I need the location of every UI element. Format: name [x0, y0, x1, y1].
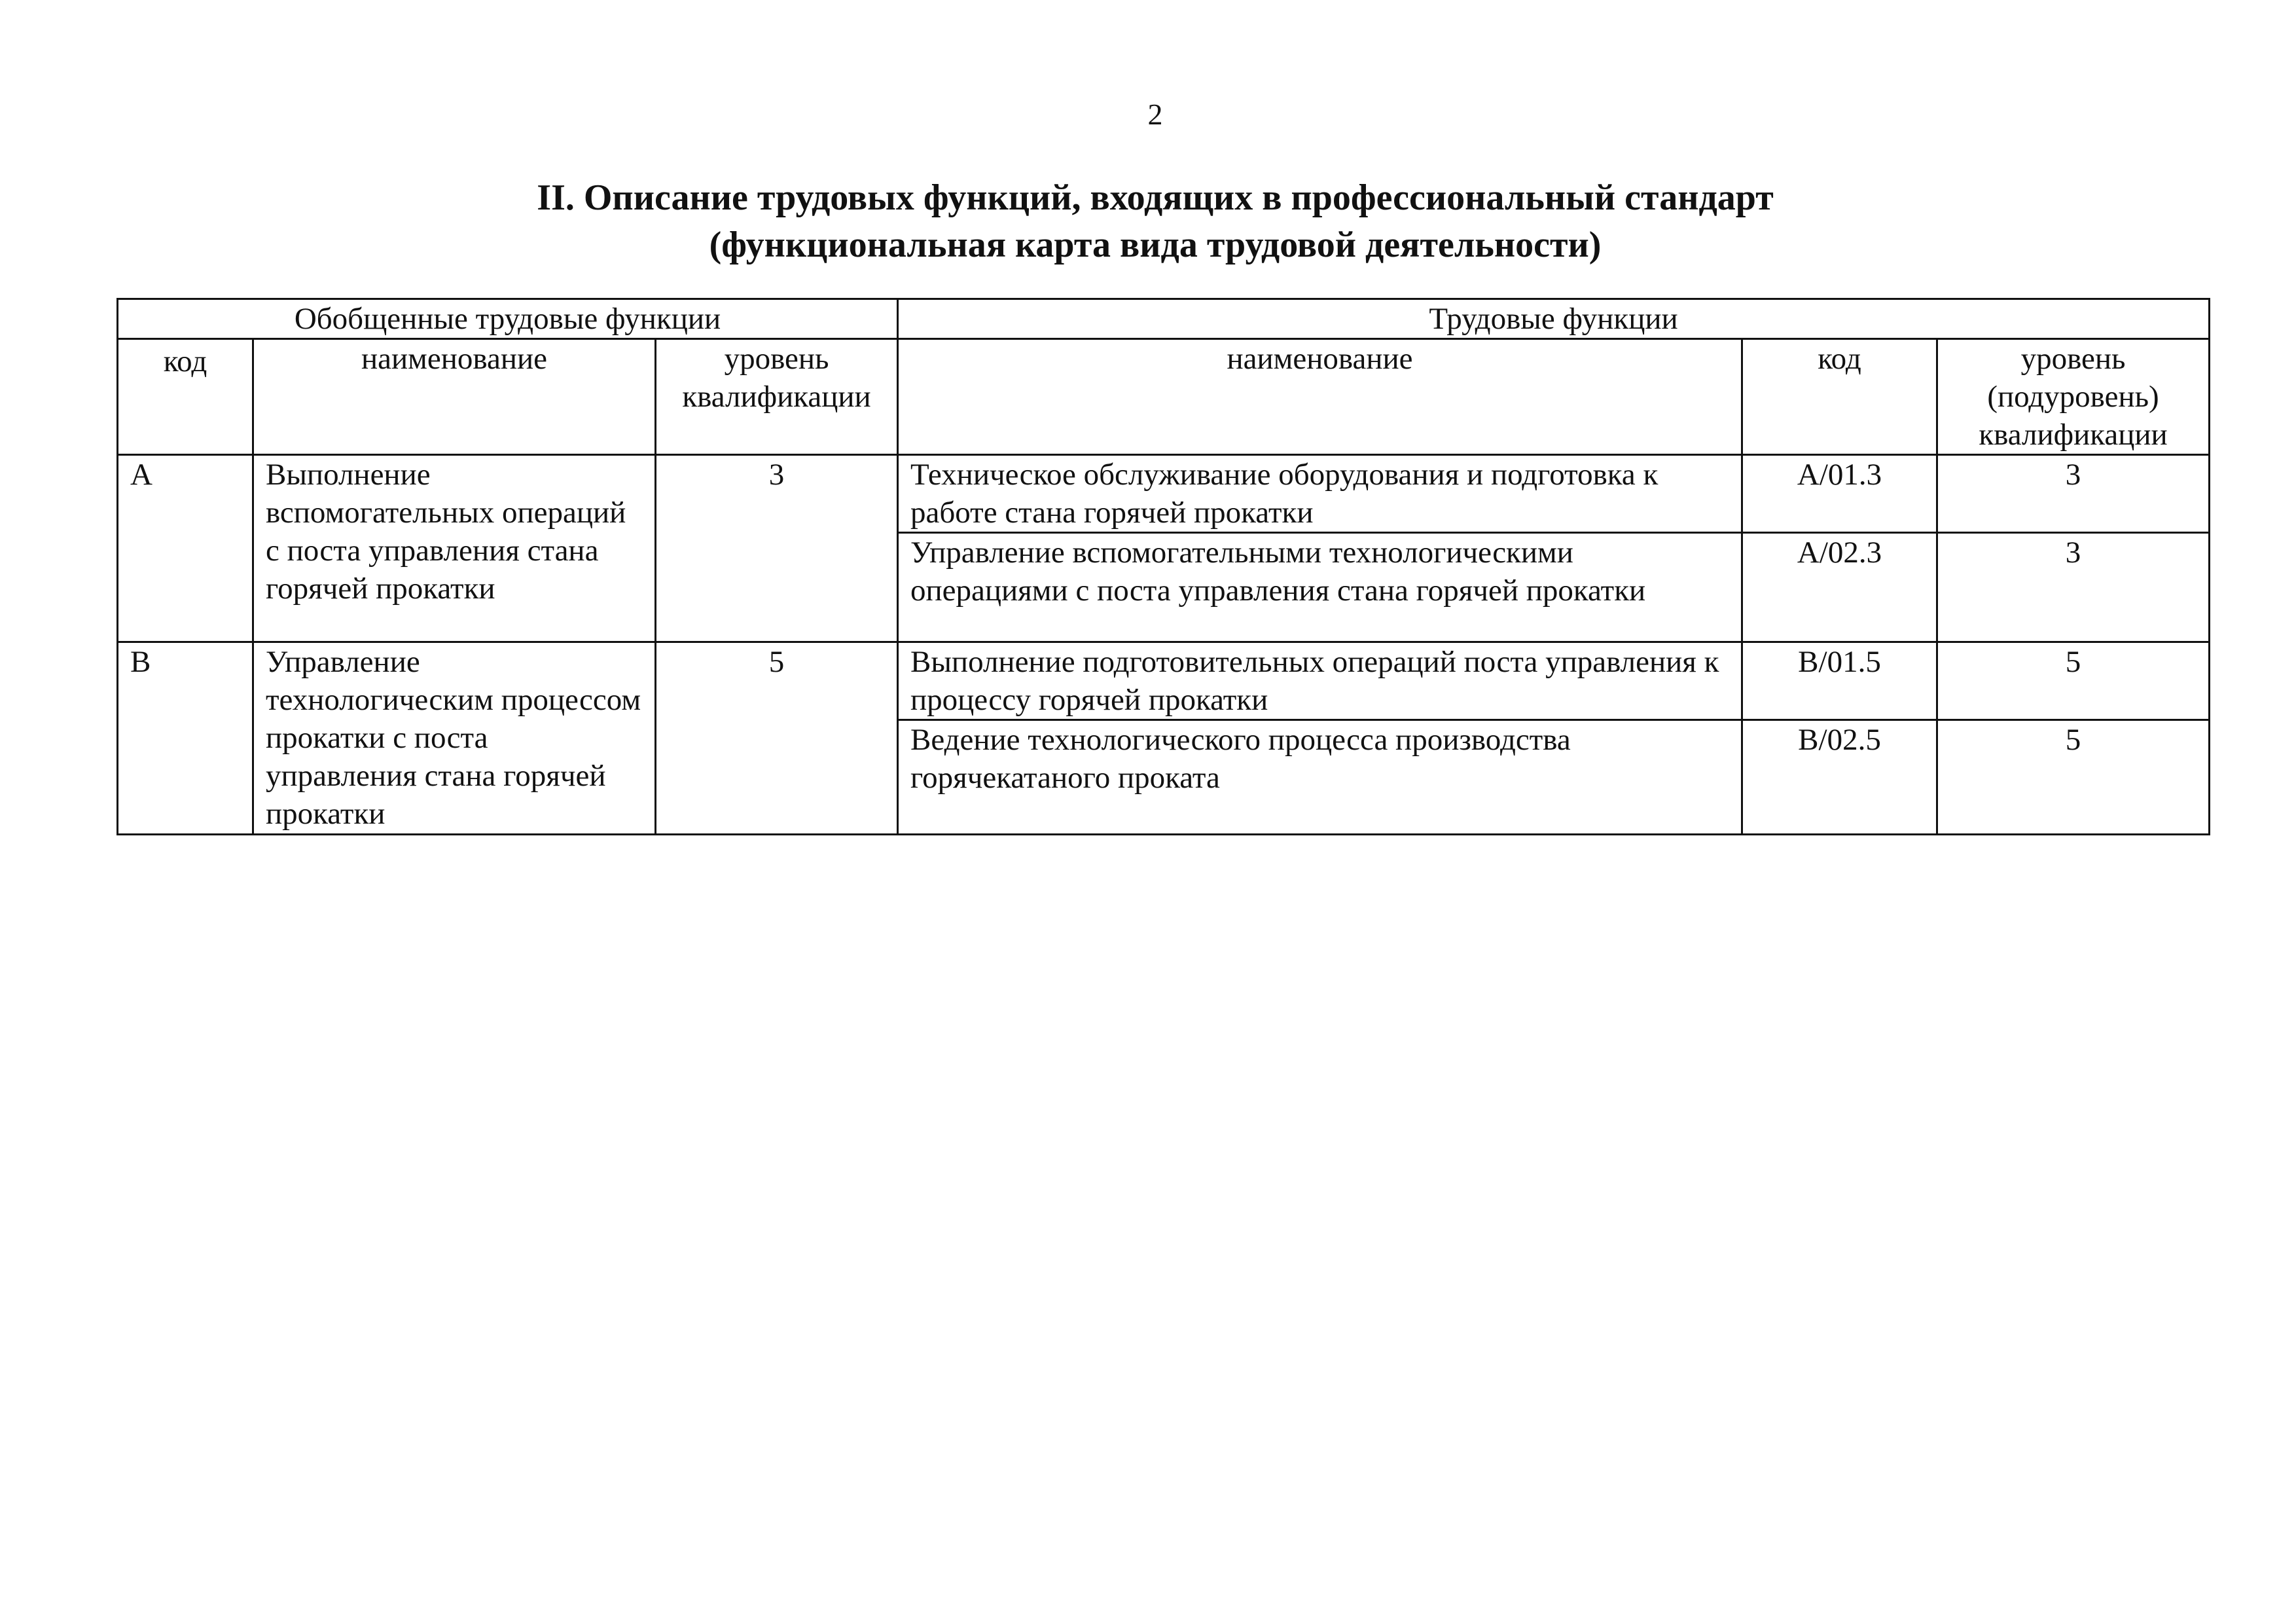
gen-function-level: 5 — [656, 642, 898, 835]
header-gen-name: наименование — [253, 339, 656, 455]
gen-function-name: Выполнение вспомогательных операций с поста управления стана горячей прокатки — [253, 455, 656, 642]
header-gen-level: уровень квалификации — [656, 339, 898, 455]
gen-function-name: Управление технологическим процессом прокатки с поста управления стана горячей прокатки — [253, 642, 656, 835]
labor-function-name: Выполнение подготовительных операций поста управления к процессу горячей прокатки — [898, 642, 1742, 720]
section-title — [0, 174, 2296, 268]
labor-function-level: 5 — [1937, 642, 2210, 720]
gen-function-code: B — [118, 642, 253, 835]
labor-function-code: B/01.5 — [1742, 642, 1937, 720]
labor-function-name: Ведение технологического процесса производства горячекатаного проката — [898, 720, 1742, 835]
header-gen-code: код — [118, 339, 253, 455]
labor-function-code: A/02.3 — [1742, 533, 1937, 642]
labor-function-name: Управление вспомогательными технологическими операциями с поста управления стана горячей прокатки — [898, 533, 1742, 642]
labor-function-code: A/01.3 — [1742, 455, 1937, 533]
header-fn-name: наименование — [898, 339, 1742, 455]
column-header-row — [118, 339, 2210, 455]
header-labor-functions: Трудовые функции — [898, 299, 2210, 339]
header-generalized-functions: Обобщенные трудовые функции — [118, 299, 898, 339]
group-header-row — [118, 299, 2210, 339]
gen-function-level: 3 — [656, 455, 898, 642]
table-row — [118, 455, 2210, 533]
header-fn-level: уровень (подуровень) квалификации — [1937, 339, 2210, 455]
labor-function-level: 5 — [1937, 720, 2210, 835]
labor-function-level: 3 — [1937, 455, 2210, 533]
labor-function-code: B/02.5 — [1742, 720, 1937, 835]
table-row — [118, 642, 2210, 720]
section-title-line-1: II. Описание трудовых функций, входящих в профессиональный стандарт — [537, 177, 1774, 218]
functional-map-table — [117, 298, 2210, 835]
labor-function-level: 3 — [1937, 533, 2210, 642]
labor-function-name: Техническое обслуживание оборудования и подготовка к работе стана горячей прокатки — [898, 455, 1742, 533]
gen-function-code: A — [118, 455, 253, 642]
header-fn-code: код — [1742, 339, 1937, 455]
page-number: 2 — [1147, 98, 1163, 131]
section-title-line-2: (функциональная карта вида трудовой деятельности) — [709, 225, 1602, 265]
